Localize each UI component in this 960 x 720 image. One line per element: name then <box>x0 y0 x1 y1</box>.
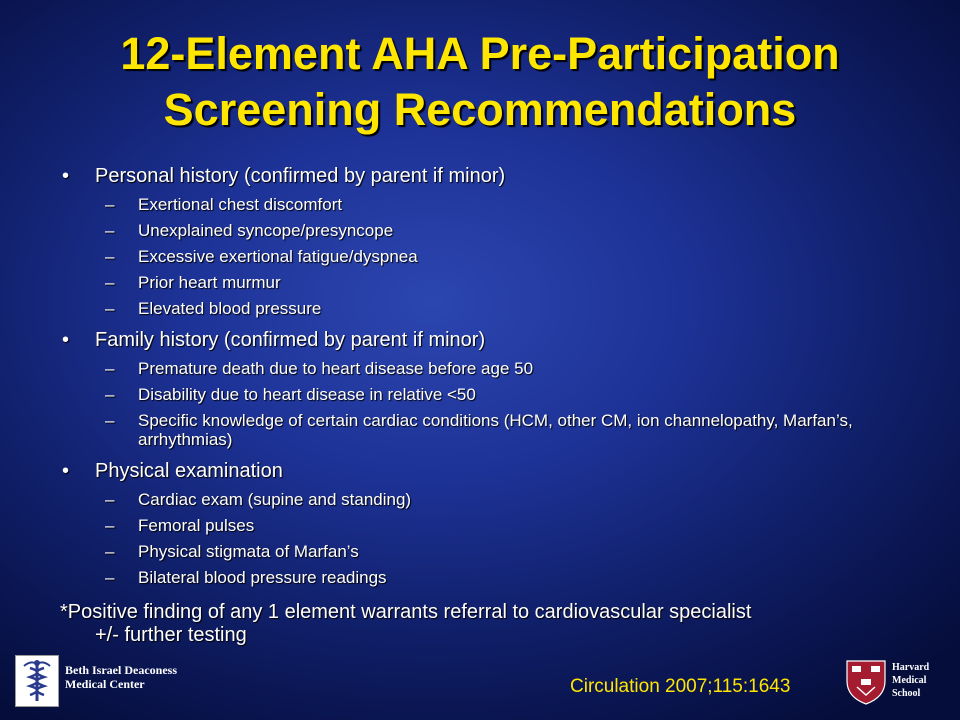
sub-item-text: Premature death due to heart disease before age 50 <box>138 359 534 378</box>
bidmc-name <box>65 663 177 691</box>
bidmc-caduceus-icon <box>15 655 59 707</box>
dash-marker: – <box>105 299 115 318</box>
harvard-name-line-3: School <box>892 688 921 699</box>
bullet-marker: • <box>62 460 70 482</box>
dash-marker: – <box>105 568 115 587</box>
note-line-2: +/- further testing <box>95 624 247 646</box>
sub-item <box>60 516 940 535</box>
sub-item <box>60 568 940 587</box>
dash-marker: – <box>105 411 115 430</box>
section-family-history <box>60 328 940 449</box>
dash-marker: – <box>105 221 115 240</box>
citation: Circulation 2007;115:1643 <box>570 676 791 697</box>
sub-item-text: Bilateral blood pressure readings <box>138 568 387 587</box>
harvard-shield-graphic <box>845 659 887 705</box>
sub-item <box>60 411 940 449</box>
bullet-list <box>60 160 940 597</box>
dash-marker: – <box>105 247 115 266</box>
sub-item-text: Excessive exertional fatigue/dyspnea <box>138 247 418 266</box>
bidmc-name-line-1: Beth Israel Deaconess <box>65 663 177 677</box>
sub-item-text: Prior heart murmur <box>138 273 281 292</box>
bullet-heading <box>60 459 940 483</box>
sub-item-text: Femoral pulses <box>138 516 255 535</box>
sub-item <box>60 490 940 509</box>
title-line-1: 12-Element AHA Pre-Participation <box>120 28 840 79</box>
note-line-1: *Positive finding of any 1 element warrants referral to cardiovascular specialist <box>60 601 752 623</box>
harvard-name-line-2: Medical <box>892 675 927 686</box>
dash-marker: – <box>105 385 115 404</box>
sub-item-text: Elevated blood pressure <box>138 299 322 318</box>
bidmc-name-line-2: Medical Center <box>65 677 145 691</box>
sub-item <box>60 195 940 214</box>
sub-item <box>60 542 940 561</box>
harvard-name <box>892 661 929 700</box>
harvard-veritas-shield-icon <box>845 659 887 705</box>
sub-item-text: Specific knowledge of certain cardiac conditions (HCM, other CM, ion channelopathy, Marfan’s, arrhythmias) <box>138 411 853 449</box>
bullet-heading-text: Personal history (confirmed by parent if minor) <box>95 165 506 187</box>
dash-marker: – <box>105 516 115 535</box>
bullet-marker: • <box>62 165 70 187</box>
sub-item-text: Physical stigmata of Marfan’s <box>138 542 359 561</box>
section-personal-history <box>60 164 940 318</box>
referral-note <box>60 601 930 647</box>
bullet-heading <box>60 164 940 188</box>
dash-marker: – <box>105 542 115 561</box>
bullet-heading <box>60 328 940 352</box>
sub-item-text: Unexplained syncope/presyncope <box>138 221 394 240</box>
title-line-2: Screening Recommendations <box>163 84 797 135</box>
sub-item <box>60 359 940 378</box>
sub-item <box>60 221 940 240</box>
bullet-heading-text: Physical examination <box>95 460 283 482</box>
section-physical-examination <box>60 459 940 587</box>
sub-item-text: Cardiac exam (supine and standing) <box>138 490 412 509</box>
dash-marker: – <box>105 273 115 292</box>
bullet-heading-text: Family history (confirmed by parent if minor) <box>95 329 486 351</box>
sub-item <box>60 273 940 292</box>
dash-marker: – <box>105 195 115 214</box>
dash-marker: – <box>105 490 115 509</box>
sub-item <box>60 385 940 404</box>
sub-item <box>60 247 940 266</box>
slide-title <box>0 26 960 138</box>
sub-item-text: Disability due to heart disease in relative <50 <box>138 385 476 404</box>
bullet-marker: • <box>62 329 70 351</box>
dash-marker: – <box>105 359 115 378</box>
sub-item <box>60 299 940 318</box>
bidmc-logo-graphic <box>16 656 58 706</box>
harvard-name-line-1: Harvard <box>892 662 930 673</box>
sub-item-text: Exertional chest discomfort <box>138 195 343 214</box>
